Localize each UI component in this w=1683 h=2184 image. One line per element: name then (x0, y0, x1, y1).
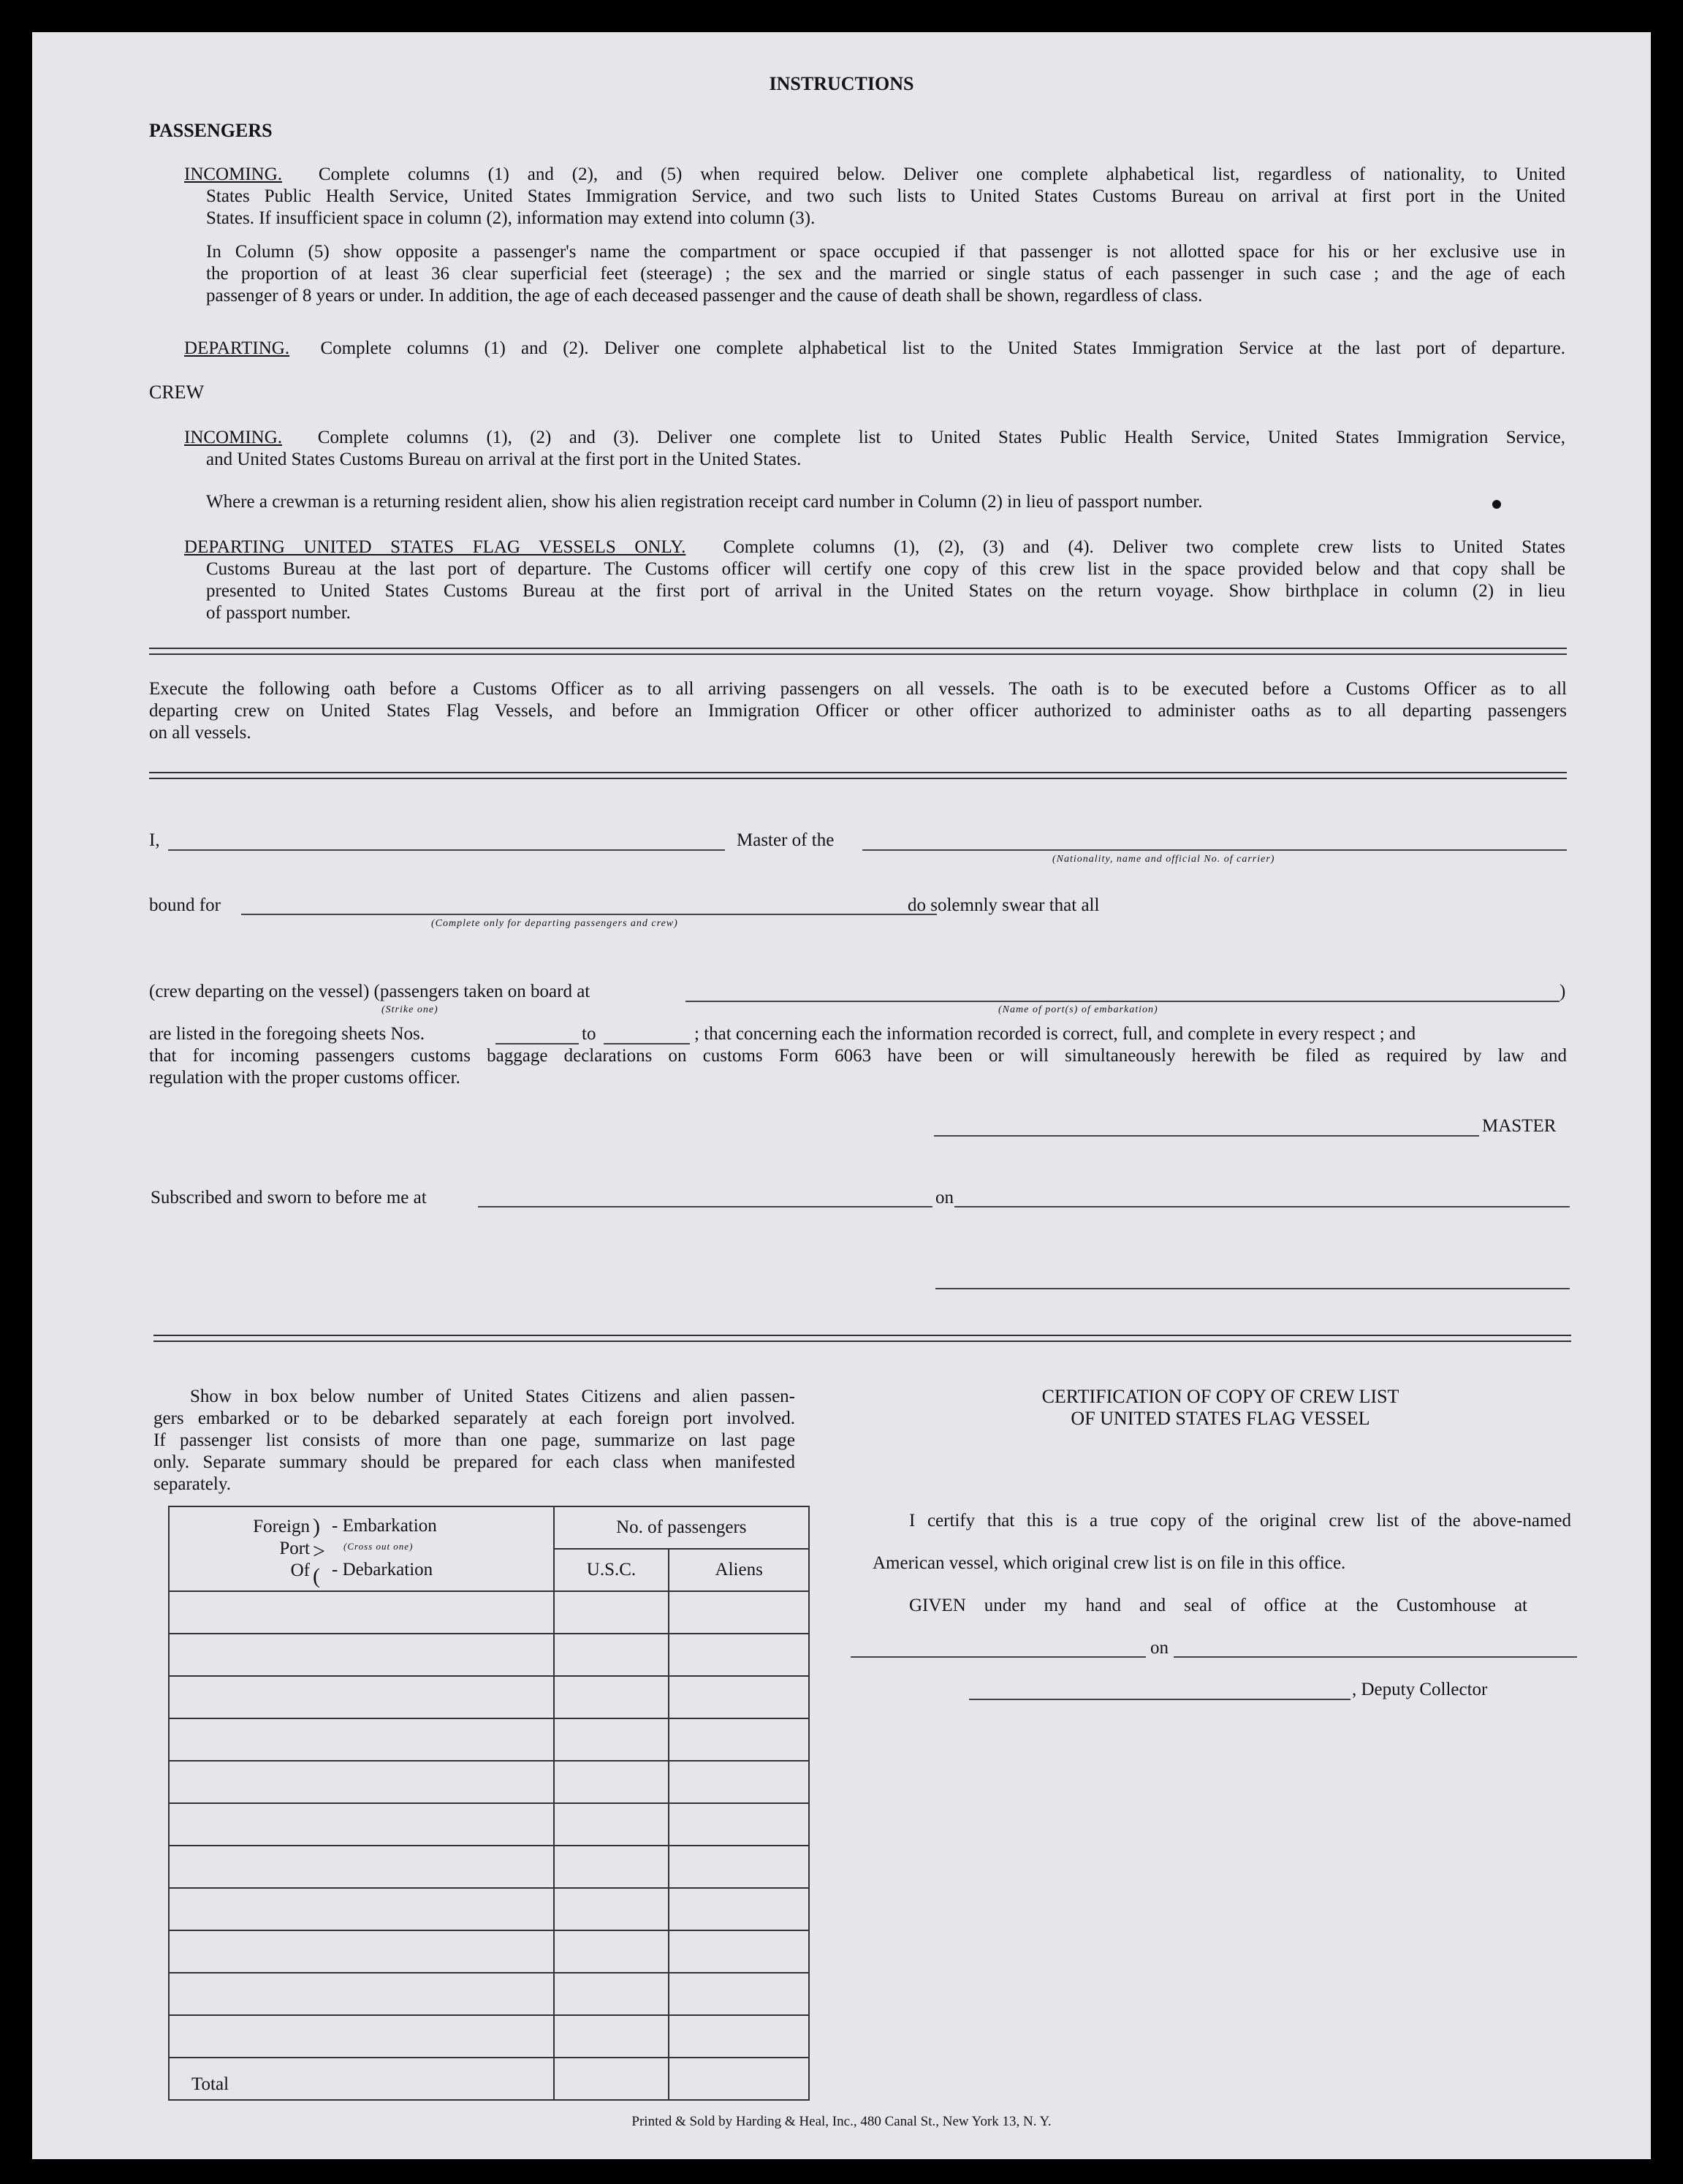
port-cell[interactable] (169, 1888, 554, 1930)
summary-line-4: only. Separate summary should be prepared for each class when manifested (153, 1452, 795, 1472)
usc-total-cell[interactable] (554, 2058, 669, 2100)
aliens-cell[interactable] (669, 1973, 809, 2015)
oath-i-label: I, (149, 830, 160, 850)
crew-flag-line-1: Complete columns (1), (2), (3) and (4). Deliver two complete crew lists to United States (723, 537, 1566, 557)
crew-flag-line-2: Customs Bureau at the last port of departure. The Customs officer will certify one copy of this crew list in the space provided below and that copy shall be (206, 559, 1565, 579)
aliens-cell[interactable] (669, 1676, 809, 1718)
crew-incoming (184, 427, 1565, 449)
aliens-cell[interactable] (669, 1803, 809, 1846)
crew-incoming-line-2: and United States Customs Bureau on arrival at the first port in the United States. (206, 450, 802, 469)
embarkation-ports-field[interactable] (685, 1001, 1559, 1002)
sheet-to-field[interactable] (604, 1043, 690, 1044)
table-row (169, 1761, 809, 1803)
crewman-note: Where a crewman is a returning resident alien, show his alien registration receipt card number in Column (2) in lieu of passport number. (206, 492, 1203, 512)
punch-dot (1492, 500, 1501, 509)
customhouse-field[interactable] (851, 1656, 1146, 1658)
crew-flag-line-3: presented to United States Customs Bureau at the first port of arrival in the United States on the return voyage. Show birthplace in column (2) in lieu (206, 581, 1565, 601)
passengers-incoming-cont (206, 186, 1565, 230)
column5-line-3: passenger of 8 years or under. In addition, the age of each deceased passenger and the cause of death shall be shown, regardless of class. (206, 286, 1203, 306)
passengers-incoming-label: INCOMING. (184, 164, 283, 184)
page-title: INSTRUCTIONS (769, 73, 914, 94)
passengers-heading: PASSENGERS (149, 120, 273, 141)
aliens-cell[interactable] (669, 1761, 809, 1803)
port-cell[interactable] (169, 1591, 554, 1634)
printer-footer: Printed & Sold by Harding & Heal, Inc., 480 Canal St., New York 13, N. Y. (631, 2114, 1052, 2129)
officer-signature-field[interactable] (935, 1288, 1570, 1289)
summary-line-1: Show in box below number of United States Citizens and alien passen- (190, 1387, 795, 1406)
bound-for-label: bound for (149, 895, 221, 915)
crew-incoming-line-1: Complete columns (1), (2) and (3). Deliver one complete list to United States Public Health Service, United States Immigration Service, (317, 428, 1565, 447)
usc-cell[interactable] (554, 1803, 669, 1846)
crew-heading: CREW (149, 382, 205, 403)
usc-cell[interactable] (554, 1761, 669, 1803)
crew-flag-line-4: of passport number. (206, 603, 351, 623)
certify-line-2: American vessel, which original crew list is on file in this office. (873, 1553, 1346, 1573)
crew-passengers-choice: (crew departing on the vessel) (passengers taken on board at (149, 982, 590, 1001)
summary-line-2: gers embarked or to be debarked separately at each foreign port involved. (153, 1408, 795, 1428)
usc-cell[interactable] (554, 1676, 669, 1718)
close-paren: ) (1559, 982, 1566, 1001)
crew-flag-label: DEPARTING UNITED STATES FLAG VESSELS ONLY. (184, 537, 686, 557)
table-row (169, 1846, 809, 1888)
oath-intro-line-2: departing crew on United States Flag Vessels, and before an Immigration Officer or other officer authorized to administer oaths as to all departing passengers (149, 701, 1567, 721)
passenger-summary-table (168, 1506, 810, 2101)
aliens-total-cell[interactable] (669, 2058, 809, 2100)
subscribed-place-field[interactable] (478, 1206, 932, 1207)
subscribed-on-label: on (935, 1188, 954, 1207)
divider-rule (153, 1335, 1571, 1336)
deputy-collector-label: , Deputy Collector (1352, 1680, 1488, 1699)
aliens-cell[interactable] (669, 1634, 809, 1676)
oath-intro (149, 678, 1567, 744)
port-cell[interactable] (169, 1634, 554, 1676)
listed-sheets-cont: ; that concerning each the information recorded is correct, full, and complete in every respect ; and (694, 1024, 1416, 1044)
certification-title-2: OF UNITED STATES FLAG VESSEL (1071, 1408, 1370, 1429)
port-cell[interactable] (169, 1973, 554, 2015)
usc-cell[interactable] (554, 1973, 669, 2015)
usc-cell[interactable] (554, 1846, 669, 1888)
embarkation-label: - Embarkation (332, 1516, 437, 1536)
listed-sheets-text: are listed in the foregoing sheets Nos. (149, 1024, 425, 1044)
aliens-cell[interactable] (669, 1591, 809, 1634)
master-of-label: Master of the (737, 830, 835, 850)
usc-cell[interactable] (554, 2015, 669, 2058)
divider-rule (149, 653, 1567, 655)
summary-line-5: separately. (153, 1474, 231, 1494)
port-cell[interactable] (169, 1718, 554, 1761)
listed-line-3: regulation with the proper customs officer. (149, 1068, 460, 1088)
table-row (169, 1973, 809, 2015)
crew-incoming-cont (206, 449, 1565, 471)
master-label: MASTER (1482, 1116, 1557, 1136)
bound-note: (Complete only for departing passengers and crew) (431, 918, 678, 929)
given-text: GIVEN under my hand and seal of office at the Customhouse at (909, 1596, 1527, 1615)
swear-text: do solemnly swear that all (908, 895, 1100, 915)
strike-one-note: (Strike one) (381, 1004, 438, 1015)
table-row (169, 1803, 809, 1846)
of-label: Of (290, 1561, 310, 1580)
usc-cell[interactable] (554, 1718, 669, 1761)
passengers-incoming (184, 164, 1565, 186)
passengers-incoming-line-2: States Public Health Service, United States Immigration Service, and two such lists to United States Customs Bureau on arrival at first port in the United (206, 186, 1565, 206)
port-label: Port (279, 1539, 310, 1558)
divider-rule (149, 772, 1567, 773)
table-row (169, 1634, 809, 1676)
usc-header: U.S.C. (554, 1549, 669, 1591)
sheet-from-field[interactable] (495, 1043, 579, 1044)
foreign-label: Foreign (253, 1517, 310, 1536)
cross-out-note: (Cross out one) (343, 1541, 414, 1552)
listed-to-label: to (582, 1024, 596, 1044)
crew-flag-cont (206, 558, 1565, 624)
port-cell[interactable] (169, 1676, 554, 1718)
usc-cell[interactable] (554, 1634, 669, 1676)
divider-rule (153, 1341, 1571, 1342)
passengers-incoming-line-1: Complete columns (1) and (2), and (5) when required below. Deliver one complete alphabetical list, regardless of nationality, to United (318, 164, 1565, 184)
carrier-field[interactable] (862, 849, 1567, 851)
aliens-cell[interactable] (669, 1718, 809, 1761)
certification-title-1: CERTIFICATION OF COPY OF CREW LIST (1041, 1386, 1399, 1407)
no-passengers-header: No. of passengers (554, 1506, 809, 1549)
divider-rule (149, 778, 1567, 779)
column5-line-1: In Column (5) show opposite a passenger's name the compartment or space occupied if that passenger is not allotted space for his or her exclusive use in (206, 242, 1565, 262)
crew-incoming-label: INCOMING. (184, 428, 283, 447)
destination-field[interactable] (241, 914, 937, 915)
passengers-departing-label: DEPARTING. (184, 338, 290, 358)
usc-cell[interactable] (554, 1888, 669, 1930)
passengers-departing (184, 338, 1565, 360)
brace-icon: ) > ( (313, 1514, 325, 1588)
aliens-cell[interactable] (669, 1846, 809, 1888)
aliens-cell[interactable] (669, 2015, 809, 2058)
certification-on-label: on (1150, 1638, 1169, 1658)
listed-paragraph (149, 1045, 1567, 1089)
passengers-column5 (206, 241, 1565, 307)
ports-note: (Name of port(s) of embarkation) (998, 1004, 1158, 1015)
oath-intro-line-1: Execute the following oath before a Customs Officer as to all arriving passengers on all vessels. The oath is to be executed before a Customs Officer as to all (149, 679, 1567, 699)
certification-date-field[interactable] (1174, 1656, 1577, 1658)
carrier-note: (Nationality, name and official No. of carrier) (1052, 854, 1275, 865)
port-cell[interactable] (169, 1930, 554, 1973)
column5-line-2: the proportion of at least 36 clear superficial feet (steerage) ; the sex and the married or single status of each passenger in such case ; and the age of each (206, 264, 1565, 284)
aliens-cell[interactable] (669, 1930, 809, 1973)
table-row (169, 1930, 809, 1973)
port-cell[interactable] (169, 2015, 554, 2058)
table-row (169, 1591, 809, 1634)
master-signature-field[interactable] (934, 1135, 1479, 1137)
form-sheet (32, 32, 1651, 2159)
port-cell[interactable] (169, 1803, 554, 1846)
usc-cell[interactable] (554, 1930, 669, 1973)
oath-intro-line-3: on all vessels. (149, 723, 251, 743)
passengers-departing-text: Complete columns (1) and (2). Deliver one complete alphabetical list to the United States Immigration Service at the last port of departure. (320, 338, 1565, 358)
port-cell[interactable] (169, 1761, 554, 1803)
aliens-header: Aliens (669, 1549, 809, 1591)
divider-rule (149, 648, 1567, 649)
total-row (169, 2058, 809, 2100)
summary-line-3: If passenger list consists of more than one page, summarize on last page (153, 1430, 795, 1450)
certify-line-1: I certify that this is a true copy of the original crew list of the above-named (909, 1511, 1571, 1531)
port-cell[interactable] (169, 1846, 554, 1888)
subscribed-label: Subscribed and sworn to before me at (151, 1188, 427, 1207)
subscribed-date-field[interactable] (954, 1206, 1570, 1207)
table-row (169, 1888, 809, 1930)
table-row (169, 2015, 809, 2058)
debarkation-label: - Debarkation (332, 1560, 433, 1580)
port-header-cell (169, 1506, 554, 1591)
listed-line-2: that for incoming passengers customs baggage declarations on customs Form 6063 have been or will simultaneously herewith be filed as required by law and (149, 1046, 1567, 1066)
passengers-incoming-line-3: States. If insufficient space in column (2), information may extend into column (3). (206, 208, 816, 228)
usc-cell[interactable] (554, 1591, 669, 1634)
deputy-signature-field[interactable] (969, 1699, 1350, 1700)
crew-flag-vessels (184, 536, 1565, 558)
summary-instructions (153, 1386, 795, 1495)
table-row (169, 1718, 809, 1761)
master-name-field[interactable] (168, 849, 725, 851)
aliens-cell[interactable] (669, 1888, 809, 1930)
total-label: Total (169, 2058, 554, 2100)
table-row (169, 1676, 809, 1718)
